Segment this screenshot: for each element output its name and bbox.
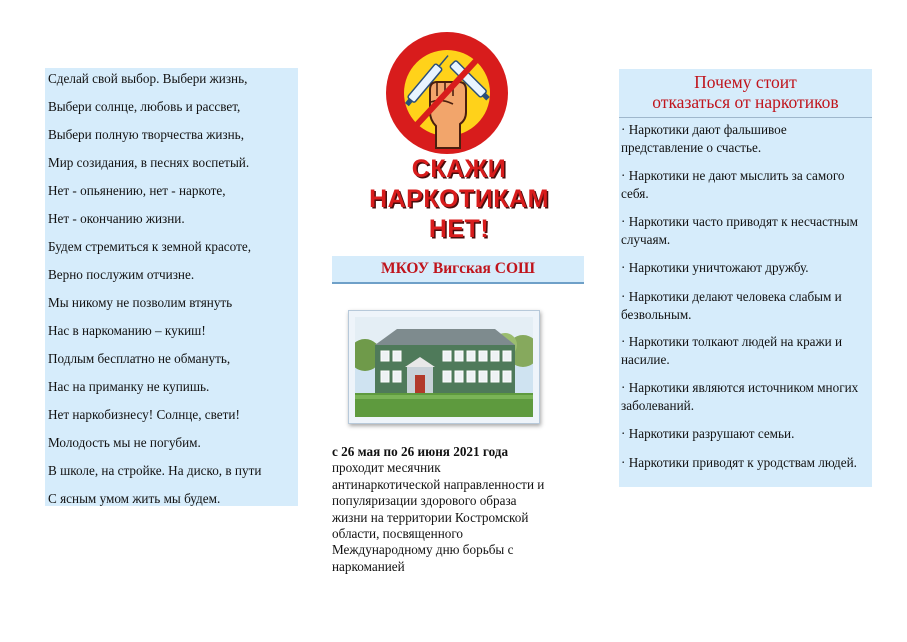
- poem-line: Нас в наркоманию – кукиш!: [48, 323, 206, 338]
- event-line: проходит месячник: [332, 460, 441, 476]
- poem-line: Сделай свой выбор. Выбери жизнь,: [48, 71, 248, 86]
- reason-item: · Наркотики не дают мыслить за самого себя.: [621, 168, 845, 201]
- reason-item: · Наркотики часто приводят к несчастным случаям.: [621, 214, 859, 247]
- reasons-heading-line: отказаться от наркотиков: [652, 92, 839, 112]
- poem-line: Будем стремиться к земной красоте,: [48, 239, 251, 254]
- event-line: антинаркотической направленности и: [332, 476, 545, 492]
- poem-line: Мы никому не позволим втянуть: [48, 295, 233, 310]
- reasons-panel: [619, 69, 872, 487]
- poem-line: Подлым бесплатно не обмануть,: [48, 351, 231, 366]
- event-line: жизни на территории Костромской: [332, 509, 529, 525]
- poem-panel: [45, 68, 298, 506]
- poem-line: Выбери солнце, любовь и рассвет,: [48, 99, 241, 114]
- event-date: с 26 мая по 26 июня 2021 года: [332, 444, 509, 459]
- poem-line: Верно послужим отчизне.: [48, 267, 195, 282]
- poem-line: Мир созидания, в песнях воспетый.: [48, 155, 250, 170]
- reason-item: · Наркотики являются источником многих заболеваний.: [621, 380, 859, 413]
- school-building-photo: [355, 317, 533, 417]
- no-drugs-fist-logo: [384, 30, 510, 156]
- slogan-line: СКАЖИ: [411, 155, 507, 183]
- reason-item: · Наркотики делают человека слабым и безвольным.: [621, 289, 842, 322]
- school-photo-frame: [348, 310, 540, 424]
- event-description: [332, 444, 588, 575]
- school-name: МКОУ Вигская СОШ: [332, 256, 584, 284]
- poem-line: Нет - окончанию жизни.: [48, 211, 185, 226]
- event-line: Международному дню борьбы с: [332, 542, 514, 558]
- poem-line: Выбери полную творчества жизнь,: [48, 127, 244, 142]
- poem-line: В школе, на стройке. На диско, в пути: [48, 463, 262, 478]
- reason-item: · Наркотики дают фальшивое представление о счастье.: [621, 122, 787, 155]
- reasons-heading-line: Почему стоит: [694, 72, 797, 92]
- poem-line: Молодость мы не погубим.: [48, 435, 201, 450]
- reason-item: · Наркотики приводят к уродствам людей.: [621, 455, 857, 470]
- slogan-line: НЕТ!: [428, 215, 490, 243]
- event-line: области, посвященного: [332, 526, 464, 542]
- event-line: наркоманией: [332, 558, 405, 574]
- slogan-line: НАРКОТИКАМ: [369, 185, 549, 213]
- reason-item: · Наркотики уничтожают дружбу.: [621, 260, 809, 275]
- poem-line: Нет - опьянению, нет - наркоте,: [48, 183, 226, 198]
- reasons-heading: [619, 69, 872, 118]
- poem-line: Нас на приманку не купишь.: [48, 379, 210, 394]
- event-line: популяризации здорового образа: [332, 493, 517, 509]
- reason-item: · Наркотики толкают людей на кражи и насилие.: [621, 334, 843, 367]
- reason-item: · Наркотики разрушают семьи.: [621, 426, 795, 441]
- poem-line: Нет наркобизнесу! Солнце, свети!: [48, 407, 240, 422]
- poem-line: С ясным умом жить мы будем.: [48, 491, 221, 506]
